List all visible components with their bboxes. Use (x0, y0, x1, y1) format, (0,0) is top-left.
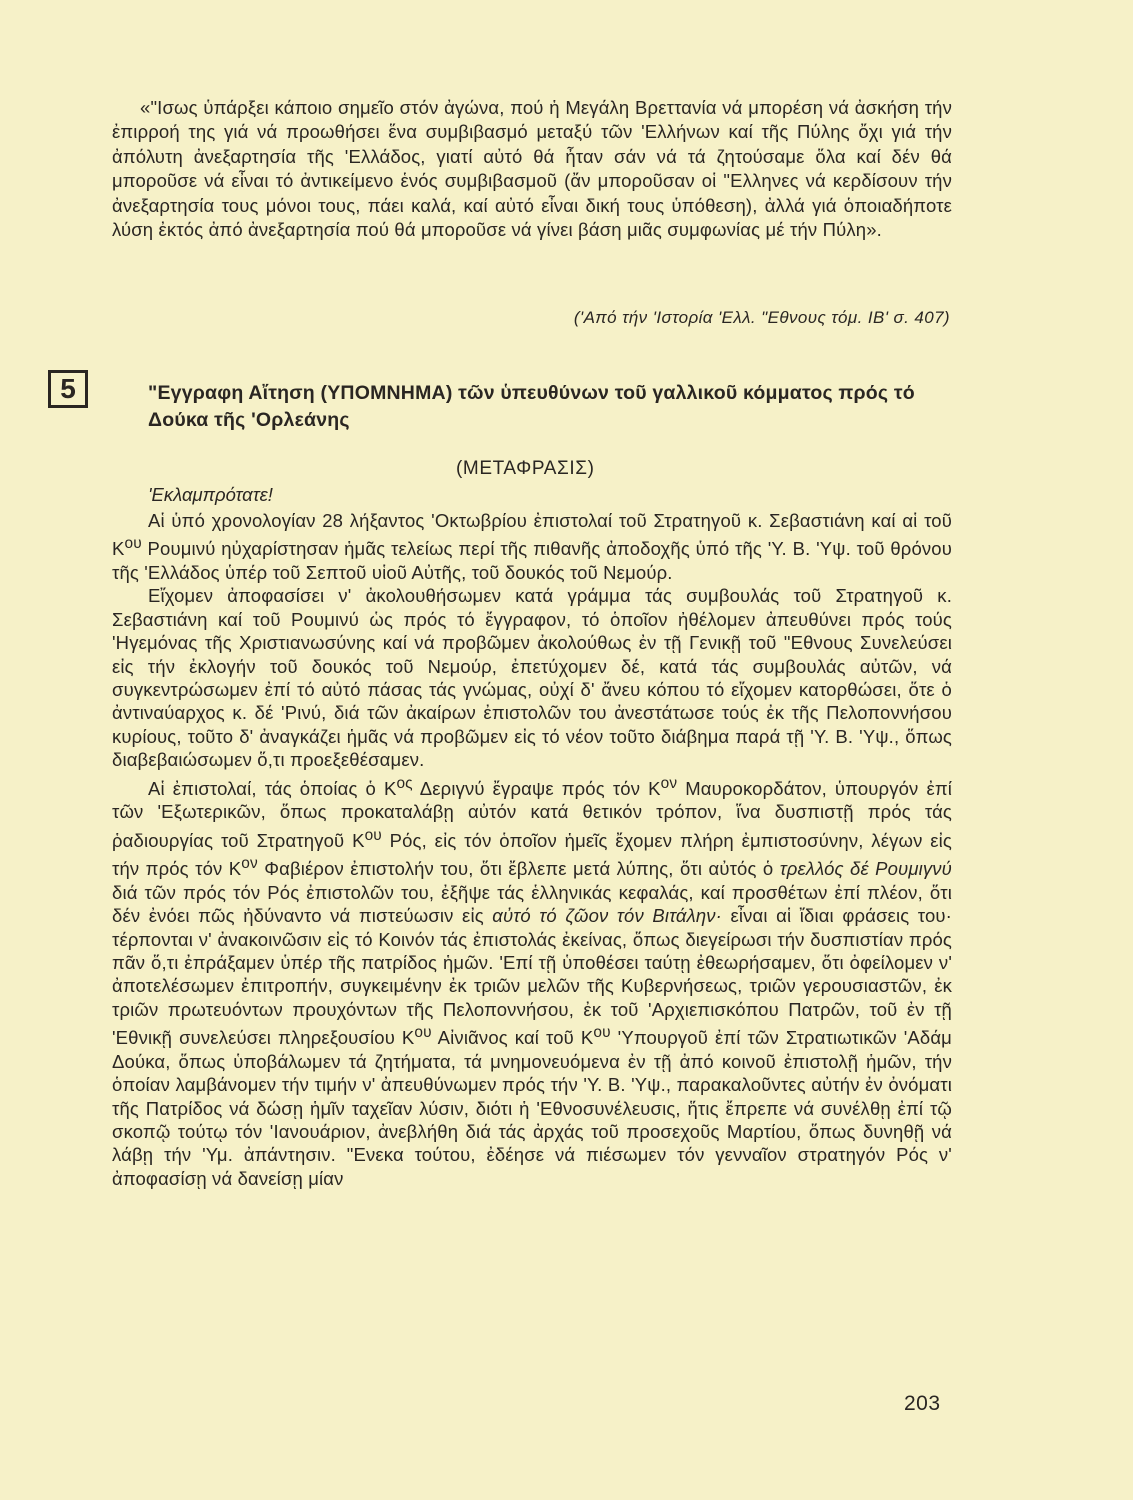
superscript: ου (414, 1024, 432, 1042)
italic-phrase: τρελλός δέ Ρουμιγνύ (779, 858, 953, 880)
paragraph-3-text-h: Αἰνιᾶνος καί τοῦ Κ (431, 1027, 594, 1049)
superscript: ου (593, 1024, 611, 1042)
paragraph-1-text-b: Ρουμινύ ηὐχαρίστησαν ἡμᾶς τελείως περί τῆς πιθανῆς ἀποδοχῆς ὑπό τῆς 'Υ. Β. 'Υψ. τοῦ θρόνου τῆς 'Ελλάδος ὑπέρ τοῦ Σεπτοῦ υἱοῦ Αὐτῆς, τοῦ δουκός τοῦ Νεμούρ. (112, 538, 952, 583)
italic-phrase: αὐτό τό ζῶον τόν Βιτάλην· (492, 905, 722, 927)
paragraph-3-text-d: Ρός, εἰς τόν ὁποῖον ἡμεῖς ἔχομεν πλήρη ἐμπιστοσύνην, λέγων εἰς τήν πρός τόν Κ (112, 829, 952, 880)
superscript: ον (660, 774, 678, 792)
document-title: "Εγγραφη Αἴτηση (ΥΠΟΜΝΗΜΑ) τῶν ὑπευθύνων τοῦ γαλλικοῦ κόμματος πρός τό Δούκα τῆς 'Ορλεάνης (148, 382, 915, 431)
paragraph-3-text-c: Μαυροκορδάτον, ὑπουργόν ἐπί τῶν 'Εξωτερικῶν, ὅπως προκαταλάβῃ αὐτόν κατά θετικόν τρόπον, ἵνα δυσπιστῇ πρός τάς ῥαδιουργίας τοῦ Στρατηγοῦ Κ (112, 777, 953, 851)
superscript: ον (241, 855, 258, 873)
superscript: ου (364, 826, 382, 844)
paragraph-1 (112, 509, 952, 584)
document-body (112, 509, 952, 1190)
page-number: 203 (904, 1392, 941, 1415)
paragraph-3-text-g: εἶναι αἱ ἴδιαι φράσεις του· τέρπονται ν' ἀνακοινῶσιν εἰς τό Κοινόν τάς ἐπιστολάς ἐκείνας, ὅπως διεγείρωσι τήν δυσπιστίαν πρός πᾶν ὅ,τι ἐπράξαμεν ὑπέρ τῆς πατρίδος ἡμῶν. 'Επί τῇ ὑποθέσει ταύτῃ ἐθεωρήσαμεν, ὅτι ὀφείλομεν ν' ἀποτελέσωμεν ἐπιτροπήν, συγκειμένην ἐκ τριῶν μελῶν τῆς Κυβερνήσεως, τριῶν γερουσιαστῶν, ἐκ τριῶν πρωτευόντων προυχόντων τῆς Πελοποννήσου, ἐκ τοῦ 'Αρχιεπισκόπου Πατρῶν, τοῦ ἐν τῇ 'Εθνικῇ συνελεύσει πληρεξουσίου Κ (112, 905, 952, 1049)
quoted-passage (112, 96, 952, 242)
paragraph-2: Εἴχομεν ἀποφασίσει ν' ἀκολουθήσωμεν κατά γράμμα τάς συμβουλάς τοῦ Στρατηγοῦ κ. Σεβαστιάνη καί τοῦ Ρουμινύ ὡς πρός τό ἔγγραφον, τό ὁποῖον ἠθέλομεν ἀπευθύνει πρός τούς 'Ηγεμόνας τῆς Χριστιανωσύνης καί νά προβῶμεν ἀκολούθως ἐν τῇ Γενικῇ τοῦ "Εθνους Συνελεύσει εἰς τήν ἐκλογήν τοῦ δουκός τοῦ Νεμούρ, ἐπετύχομεν δέ, κατά τάς συμβουλάς αὐτῶν, νά συγκεντρώσωμεν ἐπί τό αὐτό πάσας τάς γνώμας, οὐχί δ' ἄνευ κόπου τό εἴχομεν κατορθώσει, ὅτε ὁ ἀντιναύαρχος κ. δέ 'Ρινύ, διά τῶν ἀκαίρων ἐπιστολῶν του ἀνεστάτωσε τούς ἐκ τῆς Πελοποννήσου κυρίους, τοῦτο δ' ἀναγκάζει ἡμᾶς νά προβῶμεν εἰς τό νέον τοῦτο διάβημα παρά τῇ 'Υ. Β. 'Υψ., ὅπως διαβεβαιώσωμεν ὅ,τι προεξεθέσαμεν. (112, 585, 952, 771)
paragraph-1-text-a: Αἱ ὑπό χρονολογίαν 28 λήξαντος 'Οκτωβρίου ἐπιστολαί τοῦ Στρατηγοῦ κ. Σεβαστιάνη καί αἱ τοῦ Κ (112, 510, 952, 560)
paragraph-3-text-a: Αἱ ἐπιστολαί, τάς ὁποίας ὁ Κ (148, 777, 397, 799)
quote-citation: ('Από τήν 'Ιστορία 'Ελλ. "Εθνους τόμ. ΙΒ' σ. 407) (573, 308, 950, 327)
superscript: ου (124, 535, 142, 553)
salutation: 'Εκλαμπρότατε! (148, 484, 273, 505)
paragraph-3 (112, 772, 952, 1191)
paragraph-3-text-e: Φαβιέρον ἐπιστολήν του, ὅτι ἔβλεπε μετά λύπης, ὅτι αὐτός ὁ (257, 858, 780, 880)
paragraph-3-text-i: 'Υπουργοῦ ἐπί τῶν Στρατιωτικῶν 'Αδάμ Δούκα, ὅπως ὑποβάλωμεν τά ζητήματα, τά μνημονευόμενα ἐν τῇ ἀπό κοινοῦ ἐπιστολῇ ἡμῶν, τήν ὁποίαν λαμβάνομεν τήν τιμήν ν' ἀπευθύνωμεν πρός τήν 'Υ. Β. 'Υψ., παρακαλοῦντες αὐτήν ἐν ὀνόματι τῆς Πατρίδος νά δώσῃ ἡμῖν ταχεῖαν λύσιν, διότι ἡ 'Εθνοσυνέλευσις, ἥτις ἔπρεπε νά συνέλθῃ ἐπί τῷ σκοπῷ τούτῳ τόν 'Ιανουάριον, ἀνεβλήθη διά τάς ἀρχάς τοῦ προσεχοῦς Μαρτίου, ὅπως δυνηθῇ νά λάβῃ τήν 'Υμ. ἀπάντησιν. "Ενεκα τούτου, ἐδέησε νά πιέσωμεν τόν γενναῖον στρατηγόν Ρός ν' ἀποφασίσῃ νά δανείσῃ μίαν (112, 1027, 952, 1189)
quote-text: «"Ισως ὑπάρξει κάποιο σημεῖο στόν ἀγώνα, πού ἡ Μεγάλη Βρεττανία νά μπορέση νά ἀσκήση τήν ἐπιρροή της γιά νά προωθήσει ἕνα συμβιβασμό μεταξύ τῶν 'Ελλήνων καί τῆς Πύλης ὄχι γιά τήν ἀπόλυτη ἀνεξαρτησία τῆς 'Ελλάδος, γιατί αὐτό θά ἦταν σάν νά τά ζητούσαμε ὅλα καί δέν θά μποροῦσε νά εἶναι τό ἀντικείμενο ἑνός συμβιβασμοῦ (ἄν μποροῦσαν οἱ "Ελληνες νά κερδίσουν τήν ἀνεξαρτησία τους μόνοι τους, πάει καλά, καί αὐτό εἶναι δική τους ὑπόθεση), ἀλλά γιά ὁποιαδήποτε λύση ἐκτός ἀπό ἀνεξαρτησία πού θά μποροῦσε νά γίνει βάση μιᾶς συμφωνίας μέ τήν Πύλη». (112, 97, 952, 241)
paragraph-3-text-f: διά τῶν πρός τόν Ρός ἐπιστολῶν του, ἐξῆψε τάς ἑλληνικάς κεφαλάς, καί προσθέτων ἐπί πλέον, ὅτι δέν ἐνόει πῶς ἠδύναντο νά πιστεύωσιν εἰς (112, 881, 952, 927)
paragraph-3-text-b: Δεριγνύ ἔγραψε πρός τόν Κ (412, 777, 661, 799)
superscript: ος (396, 774, 413, 792)
document-subtitle: (ΜΕΤΑΦΡΑΣΙΣ) (456, 458, 595, 479)
document-number-box: 5 (48, 370, 88, 408)
